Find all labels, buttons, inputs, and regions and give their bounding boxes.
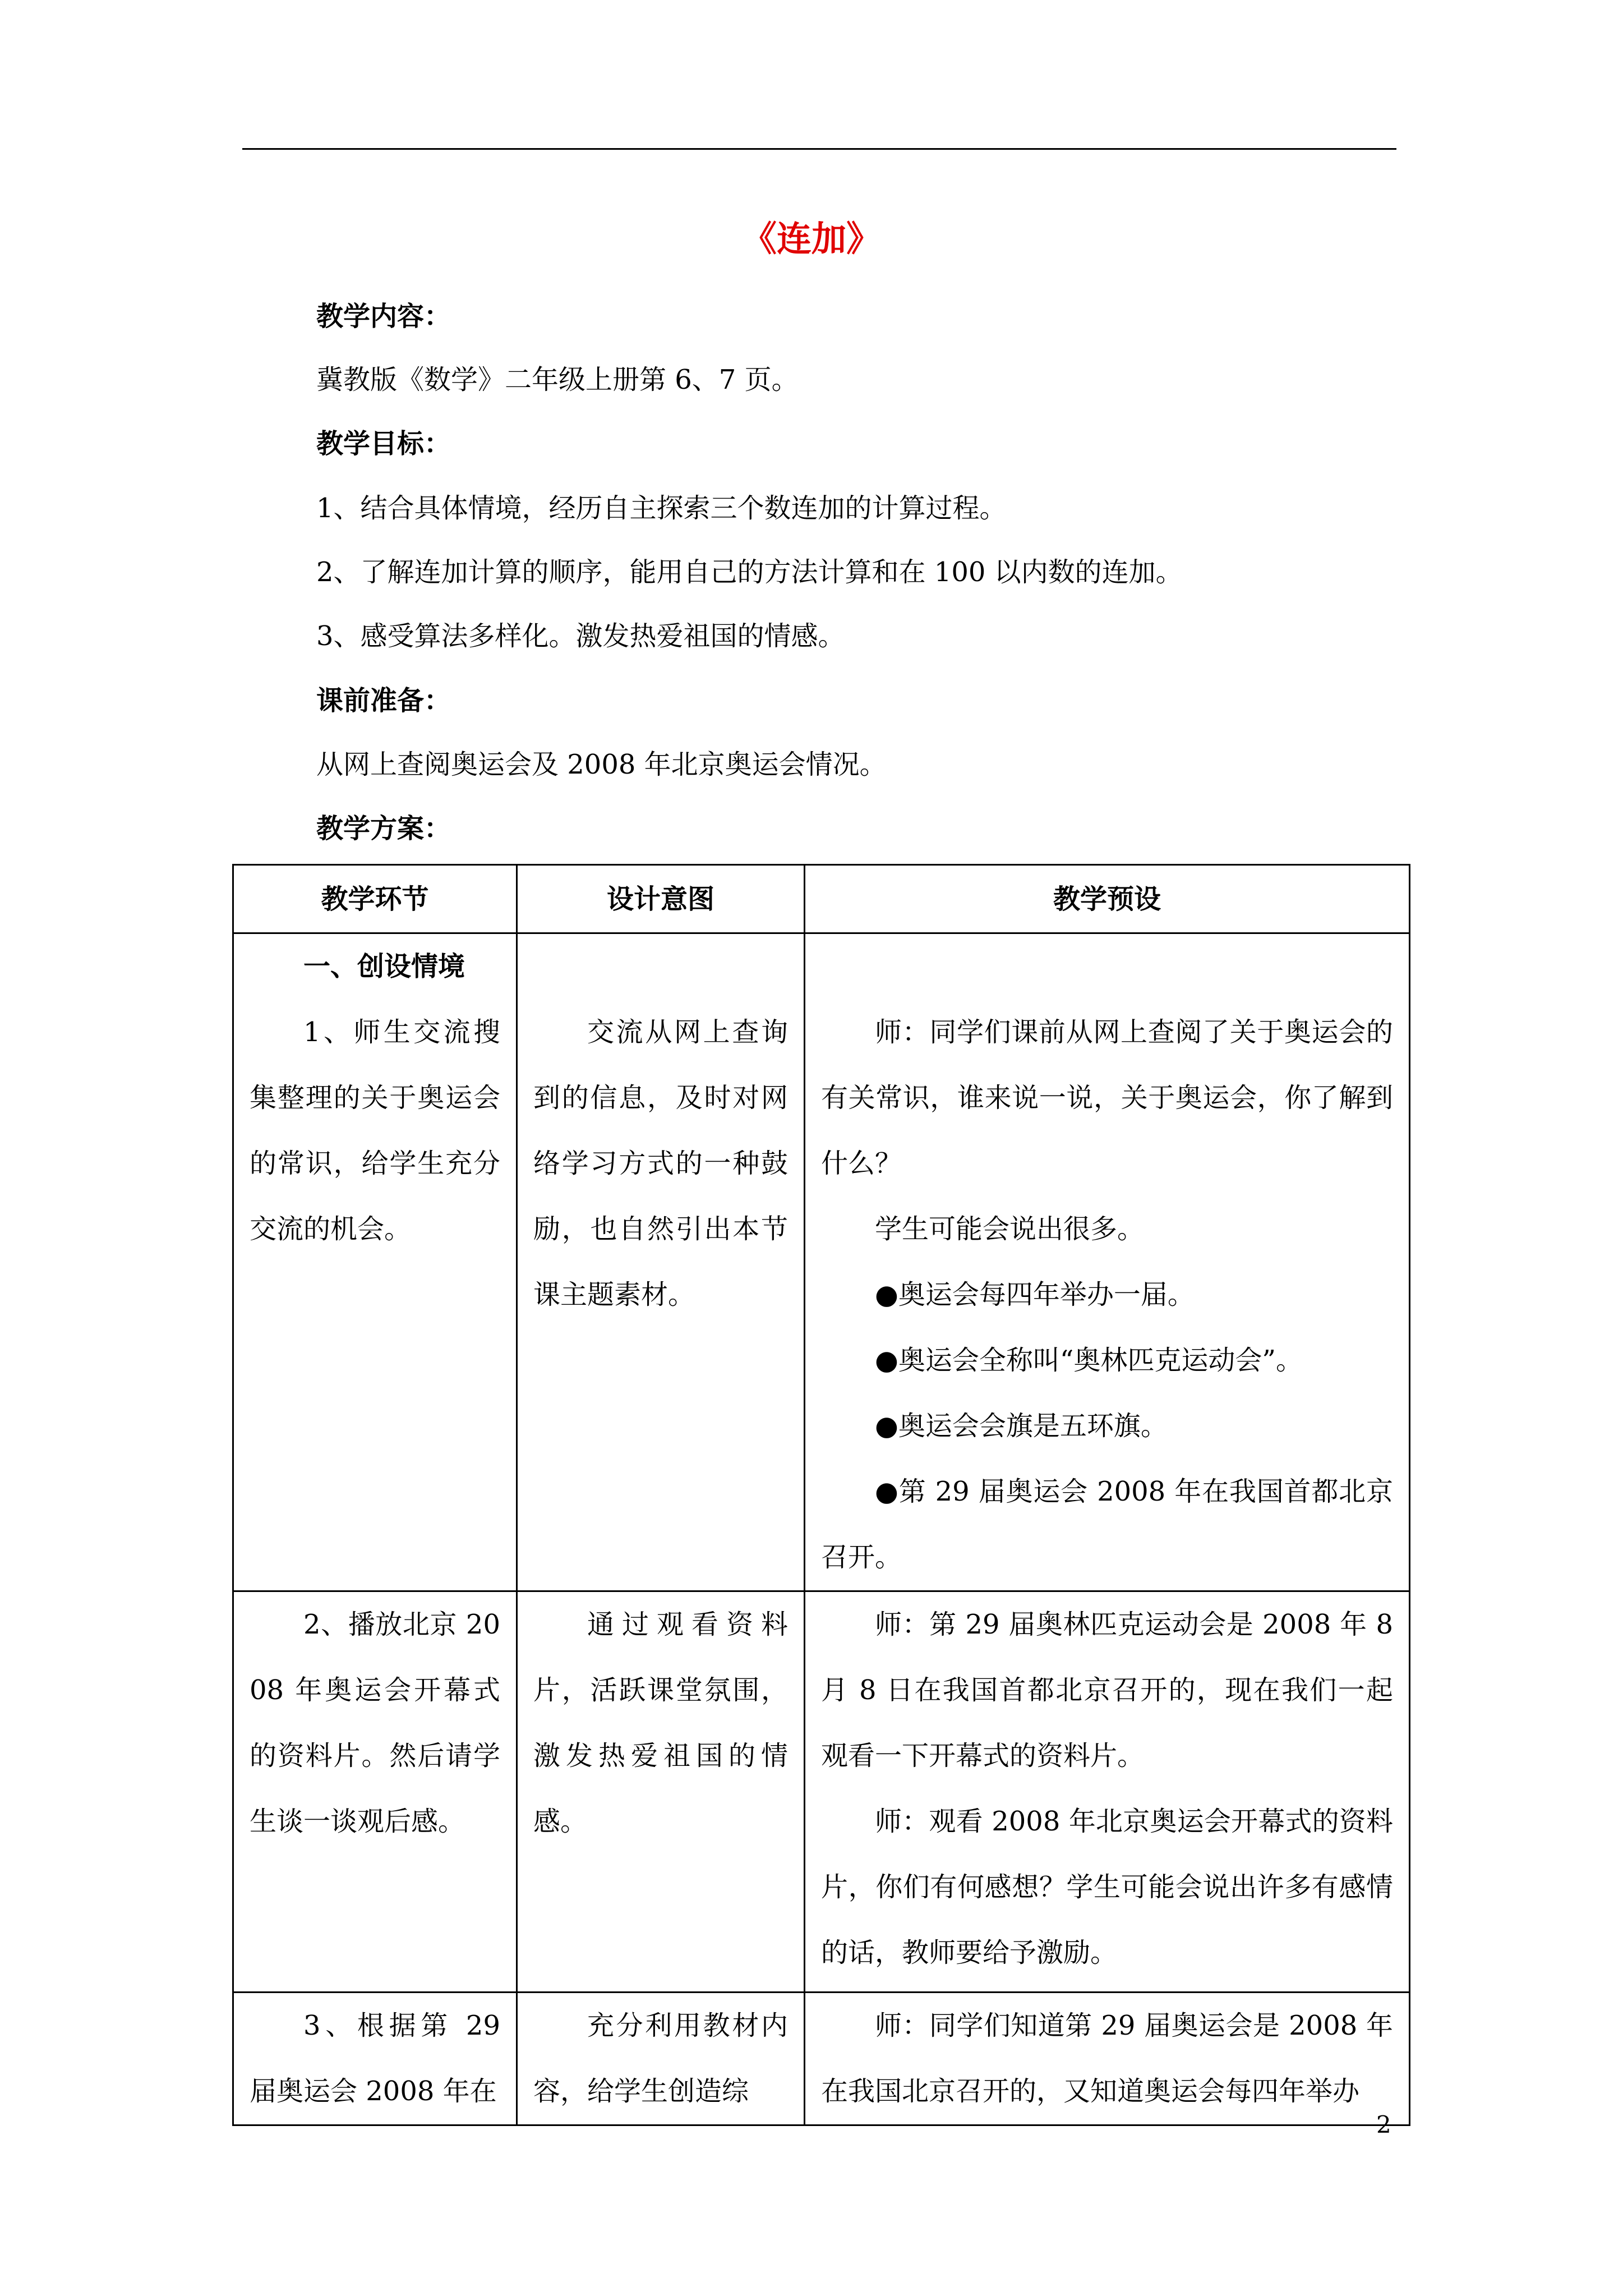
lesson-plan-table bbox=[232, 864, 1410, 2126]
prep-heading: 课前准备： bbox=[316, 685, 451, 716]
table-row bbox=[233, 1591, 1410, 1993]
intent-text: 充分利用教材内容，给学生创造综 bbox=[533, 2010, 788, 2107]
table-row bbox=[233, 1993, 1410, 2125]
plan-heading: 教学方案： bbox=[316, 813, 451, 844]
content-heading: 教学内容： bbox=[316, 301, 451, 332]
preset-bullet: ●奥运会每四年举办一届。 bbox=[875, 1279, 1195, 1310]
header-rule bbox=[242, 148, 1396, 150]
preset-paragraph: 师：同学们知道第 29 届奥运会是 2008 年在我国北京召开的，又知道奥运会每四年举办 bbox=[821, 2010, 1393, 2107]
preset-bullet: ●奥运会全称叫“奥林匹克运动会”。 bbox=[875, 1345, 1303, 1376]
goals-heading: 教学目标： bbox=[316, 428, 451, 459]
stage-cell bbox=[233, 933, 517, 1591]
intent-text: 通过观看资料片，活跃课堂氛围，激发热爱祖国的情感。 bbox=[533, 1609, 788, 1837]
stage-section-heading: 一、创设情境 bbox=[303, 951, 465, 982]
preset-cell bbox=[805, 1993, 1410, 2125]
page-number: 2 bbox=[1376, 2111, 1391, 2138]
stage-text: 1、师生交流搜集整理的关于奥运会的常识，给学生充分交流的机会。 bbox=[250, 1016, 500, 1245]
intent-cell bbox=[517, 1591, 805, 1993]
column-header-preset: 教学预设 bbox=[805, 865, 1410, 933]
intent-cell bbox=[517, 933, 805, 1591]
preset-paragraph: 学生可能会说出很多。 bbox=[875, 1213, 1145, 1245]
goal-item: 1、结合具体情境，经历自主探索三个数连加的计算过程。 bbox=[316, 493, 1007, 524]
preset-cell bbox=[805, 1591, 1410, 1993]
content-text: 冀教版《数学》二年级上册第 6、7 页。 bbox=[316, 364, 799, 395]
table-row bbox=[233, 933, 1410, 1591]
column-header-stage: 教学环节 bbox=[233, 865, 517, 933]
preset-paragraph: 师：第 29 届奥林匹克运动会是 2008 年 8 月 8 日在我国首都北京召开的，现在我们一起观看一下开幕式的资料片。 bbox=[821, 1609, 1393, 1772]
preset-cell bbox=[805, 933, 1410, 1591]
preset-bullet: ●奥运会会旗是五环旗。 bbox=[875, 1410, 1168, 1442]
goal-item: 2、了解连加计算的顺序，能用自己的方法计算和在 100 以内数的连加。 bbox=[316, 556, 1183, 588]
intent-cell bbox=[517, 1993, 805, 2125]
table-header-row bbox=[233, 865, 1410, 933]
prep-text: 从网上查阅奥运会及 2008 年北京奥运会情况。 bbox=[316, 749, 887, 780]
document-title: 《连加》 bbox=[741, 218, 881, 259]
stage-cell bbox=[233, 1993, 517, 2125]
preset-paragraph: 师：同学们课前从网上查阅了关于奥运会的有关常识，谁来说一说，关于奥运会，你了解到什么？ bbox=[821, 1016, 1393, 1179]
stage-text: 2、播放北京 2008 年奥运会开幕式的资料片。然后请学生谈一谈观后感。 bbox=[250, 1609, 500, 1837]
column-header-intent: 设计意图 bbox=[517, 865, 805, 933]
preset-paragraph: 师：观看 2008 年北京奥运会开幕式的资料片，你们有何感想？学生可能会说出许多有感情的话，教师要给予激励。 bbox=[821, 1806, 1393, 1968]
intent-text: 交流从网上查询到的信息，及时对网络学习方式的一种鼓励，也自然引出本节课主题素材。 bbox=[533, 1016, 788, 1310]
stage-cell bbox=[233, 1591, 517, 1993]
preset-bullet: ●第 29 届奥运会 2008 年在我国首都北京召开。 bbox=[821, 1476, 1393, 1573]
goal-item: 3、感受算法多样化。激发热爱祖国的情感。 bbox=[316, 620, 845, 652]
stage-text: 3、根据第 29 届奥运会 2008 年在 bbox=[250, 2010, 500, 2107]
